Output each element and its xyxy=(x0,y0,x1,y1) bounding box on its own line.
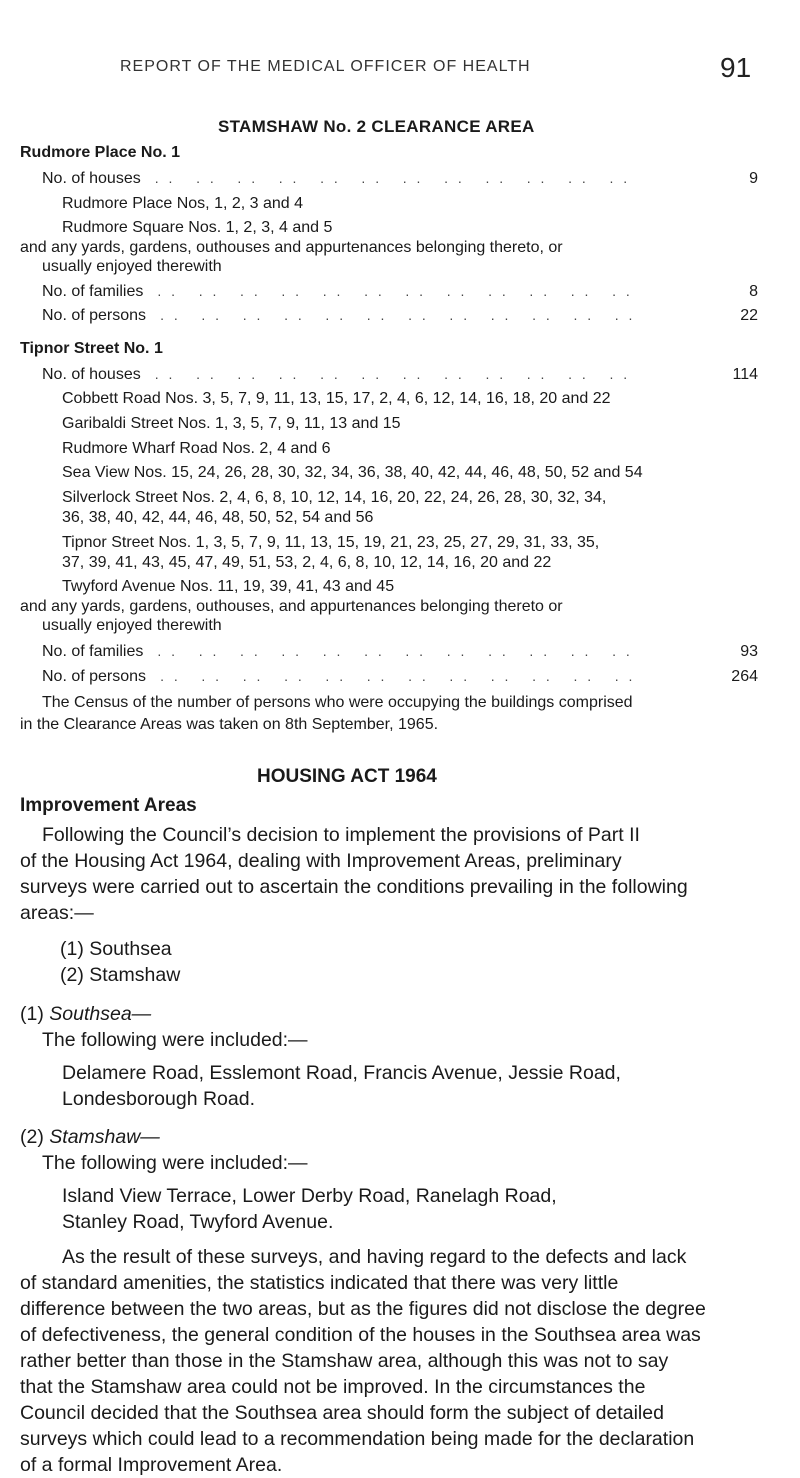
southsea-name: Southsea— xyxy=(49,1003,152,1025)
rudmore-wharf-line: Rudmore Wharf Road Nos. 2, 4 and 6 xyxy=(62,440,331,457)
silverlock-line-2: 36, 38, 40, 42, 44, 46, 48, 50, 52, 54 and 56 xyxy=(62,509,374,526)
cobbett-road-line: Cobbett Road Nos. 3, 5, 7, 9, 11, 13, 15, 17, 2, 4, 6, 12, 14, 16, 18, 20 and 22 xyxy=(62,390,611,407)
sea-view-line: Sea View Nos. 15, 24, 26, 28, 30, 32, 34, 36, 38, 40, 42, 44, 46, 48, 50, 52 and 54 xyxy=(62,464,643,481)
intro-line: areas:— xyxy=(20,902,94,924)
conclusion-line: of standard amenities, the statistics indicated that there was very little xyxy=(20,1272,619,1294)
leader-dots: . . . . . . . . . . . . . . . . . . . . . . . . xyxy=(160,668,636,684)
conclusion-line: of defectiveness, the general condition of the houses in the Southsea area was xyxy=(20,1324,701,1346)
census-line-1: The Census of the number of persons who were occupying the buildings comprised xyxy=(42,694,633,711)
southsea-number: (1) xyxy=(20,1003,44,1025)
southsea-subsection xyxy=(20,1003,151,1026)
southsea-roads-line-1: Delamere Road, Esslemont Road, Francis Avenue, Jessie Road, xyxy=(62,1062,621,1084)
stamshaw-roads-line-1: Island View Terrace, Lower Derby Road, Ranelagh Road, xyxy=(62,1185,557,1207)
rudmore-families-row xyxy=(42,283,758,301)
census-note xyxy=(20,692,758,736)
stamshaw-subsection xyxy=(20,1126,160,1149)
rudmore-houses-row xyxy=(42,170,758,188)
tipnor-families-label: No. of families xyxy=(42,643,144,660)
tipnor-families-row xyxy=(42,643,758,661)
tipnor-persons-row xyxy=(42,668,758,686)
tipnor-houses-row xyxy=(42,366,758,384)
rudmore-persons-row xyxy=(42,307,758,325)
conclusion-line: that the Stamshaw area could not be improved. In the circumstances the xyxy=(20,1376,646,1398)
conclusion-line: rather better than those in the Stamshaw area, although this was not to say xyxy=(20,1350,669,1372)
leader-dots: . . . . . . . . . . . . . . . . . . . . . . . . xyxy=(154,170,631,186)
conclusion-line: difference between the two areas, but as the figures did not disclose the degree xyxy=(20,1298,706,1320)
rudmore-appurtenances-line-2: usually enjoyed therewith xyxy=(42,258,222,275)
intro-line: Following the Council’s decision to implement the provisions of Part II xyxy=(42,824,640,846)
stamshaw-included-line: The following were included:— xyxy=(42,1152,308,1174)
tipnor-appurtenances-line-2: usually enjoyed therewith xyxy=(42,617,222,634)
conclusion-line: of a formal Improvement Area. xyxy=(20,1454,283,1476)
stamshaw-name: Stamshaw— xyxy=(49,1126,160,1148)
rudmore-families-label: No. of families xyxy=(42,283,144,300)
intro-paragraph xyxy=(20,822,758,926)
housing-act-title: HOUSING ACT 1964 xyxy=(257,766,437,787)
rudmore-persons-value: 22 xyxy=(740,307,758,324)
leader-dots: . . . . . . . . . . . . . . . . . . . . . . . . xyxy=(157,283,633,299)
census-line-2: in the Clearance Areas was taken on 8th September, 1965. xyxy=(20,716,439,733)
improvement-areas-heading: Improvement Areas xyxy=(20,795,197,816)
tipnor-street-line-2: 37, 39, 41, 43, 45, 47, 49, 51, 53, 2, 4, 6, 8, 10, 12, 14, 16, 20 and 22 xyxy=(62,554,552,571)
leader-dots: . . . . . . . . . . . . . . . . . . . . . . . . xyxy=(157,643,633,659)
rudmore-houses-value: 9 xyxy=(749,170,758,187)
intro-line: of the Housing Act 1964, dealing with Improvement Areas, preliminary xyxy=(20,850,622,872)
twyford-avenue-line: Twyford Avenue Nos. 11, 19, 39, 41, 43 and 45 xyxy=(62,578,395,595)
tipnor-appurtenances-line-1: and any yards, gardens, outhouses, and appurtenances belonging thereto or xyxy=(20,598,563,615)
stamshaw-number: (2) xyxy=(20,1126,44,1148)
rudmore-place-line: Rudmore Place Nos, 1, 2, 3 and 4 xyxy=(62,195,304,212)
garibaldi-street-line: Garibaldi Street Nos. 1, 3, 5, 7, 9, 11, 13 and 15 xyxy=(62,415,401,432)
list-item-stamshaw: (2) Stamshaw xyxy=(60,964,181,986)
leader-dots: . . . . . . . . . . . . . . . . . . . . . . . . xyxy=(160,307,636,323)
stamshaw-clearance-title: STAMSHAW No. 2 CLEARANCE AREA xyxy=(218,117,535,136)
tipnor-persons-label: No. of persons xyxy=(42,668,147,685)
intro-line: surveys were carried out to ascertain the conditions prevailing in the following xyxy=(20,876,688,898)
leader-dots: . . . . . . . . . . . . . . . . . . . . . . . . xyxy=(154,366,631,382)
rudmore-houses-label: No. of houses xyxy=(42,170,141,187)
rudmore-families-value: 8 xyxy=(749,283,758,300)
conclusion-line: As the result of these surveys, and having regard to the defects and lack xyxy=(62,1246,687,1268)
rudmore-appurtenances-line-1: and any yards, gardens, outhouses and appurtenances belonging thereto, or xyxy=(20,239,563,256)
list-item-southsea: (1) Southsea xyxy=(60,938,172,960)
tipnor-persons-value: 264 xyxy=(731,668,758,685)
running-header: REPORT OF THE MEDICAL OFFICER OF HEALTH xyxy=(120,58,531,75)
rudmore-square-line: Rudmore Square Nos. 1, 2, 3, 4 and 5 xyxy=(62,219,333,236)
tipnor-houses-label: No. of houses xyxy=(42,366,141,383)
conclusion-paragraph xyxy=(20,1244,758,1478)
tipnor-families-value: 93 xyxy=(740,643,758,660)
southsea-roads-line-2: Londesborough Road. xyxy=(62,1088,255,1110)
tipnor-heading: Tipnor Street No. 1 xyxy=(20,340,163,357)
tipnor-street-line-1: Tipnor Street Nos. 1, 3, 5, 7, 9, 11, 13, 15, 19, 21, 23, 25, 27, 29, 31, 33, 35, xyxy=(62,534,600,551)
page-number: 91 xyxy=(720,52,752,83)
silverlock-line-1: Silverlock Street Nos. 2, 4, 6, 8, 10, 12, 14, 16, 20, 22, 24, 26, 28, 30, 32, 34, xyxy=(62,489,607,506)
tipnor-houses-value: 114 xyxy=(732,366,758,383)
southsea-included-line: The following were included:— xyxy=(42,1029,308,1051)
rudmore-persons-label: No. of persons xyxy=(42,307,147,324)
conclusion-line: Council decided that the Southsea area should form the subject of detailed xyxy=(20,1402,664,1424)
stamshaw-roads-line-2: Stanley Road, Twyford Avenue. xyxy=(62,1211,334,1233)
rudmore-heading: Rudmore Place No. 1 xyxy=(20,144,181,161)
conclusion-line: surveys which could lead to a recommendation being made for the declaration xyxy=(20,1428,695,1450)
